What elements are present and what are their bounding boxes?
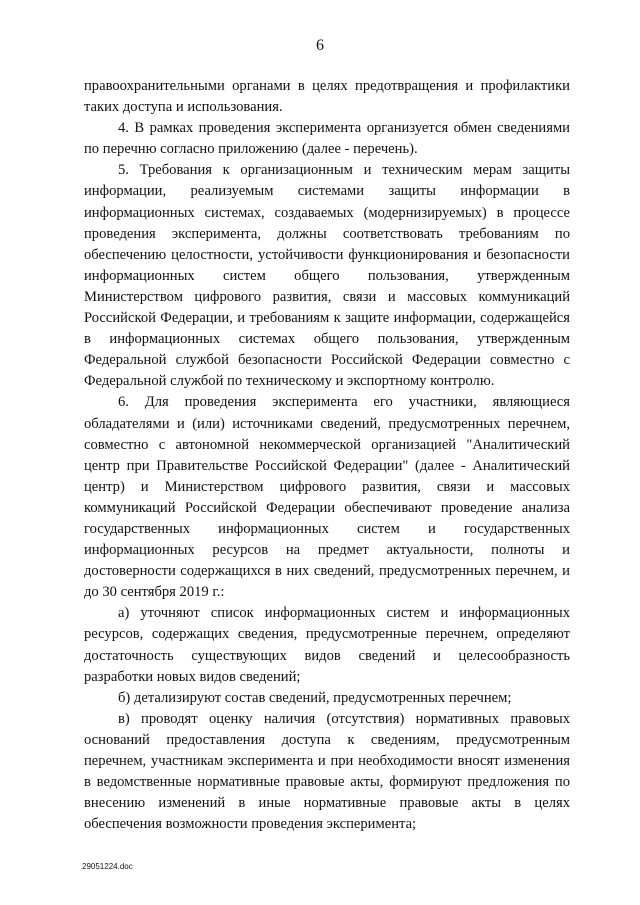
- footer-file-name: 29051224.doc: [82, 862, 133, 871]
- paragraph-item-5: 5. Требования к организационным и техническим мерам защиты информации, реализуемым системами защиты информации в информационных системах, создаваемых (модернизируемых) в процессе проведения эксперимента, должны соответствовать требованиям по обеспечению целостности, устойчивости функционирования и безопасности информационных систем общего пользования, утвержденным Министерством цифрового развития, связи и массовых коммуникаций Российской Федерации, и требованиям к защите информации, содержащейся в информационных системах общего пользования, утвержденным Федеральной службой безопасности Российской Федерации совместно с Федеральной службой по техническому и экспортному контролю.: [84, 162, 570, 390]
- subitem-v: в) проводят оценку наличия (отсутствия) нормативных правовых оснований предоставления доступа к сведениям, предусмотренным перечнем, участникам эксперимента и при необходимости вносят изменения в ведомственные нормативные правовые акты, формируют предложения по внесению изменений в иные нормативные правовые акты в целях обеспечения возможности проведения эксперимента;: [84, 710, 570, 833]
- subitem-a: а) уточняют список информационных систем и информационных ресурсов, содержащих сведения, предусмотренные перечнем, определяют достаточность существующих видов сведений и целесообразность разработки новых видов сведений;: [84, 605, 570, 685]
- paragraph-item-6: 6. Для проведения эксперимента его участники, являющиеся обладателями и (или) источниками сведений, предусмотренных перечнем, совместно с автономной некоммерческой организацией "Аналитический центр при Правительстве Российской Федерации" (далее - Аналитический центр) и Министерством цифрового развития, связи и массовых коммуникаций Российской Федерации обеспечивают проведение анализа государственных информационных систем и государственных информационных ресурсов на предмет актуальности, полноты и достоверности содержащихся в них сведений, предусмотренных перечнем, и до 30 сентября 2019 г.:: [84, 394, 570, 601]
- paragraph-item-4: 4. В рамках проведения эксперимента организуется обмен сведениями по перечню согласно приложению (далее - перечень).: [84, 120, 570, 158]
- subitem-b: б) детализируют состав сведений, предусмотренных перечнем;: [118, 689, 512, 706]
- paragraph-continuation: правоохранительными органами в целях предотвращения и профилактики таких доступа и использования.: [84, 78, 570, 116]
- document-body: [84, 76, 570, 835]
- page-number: 6: [316, 37, 324, 54]
